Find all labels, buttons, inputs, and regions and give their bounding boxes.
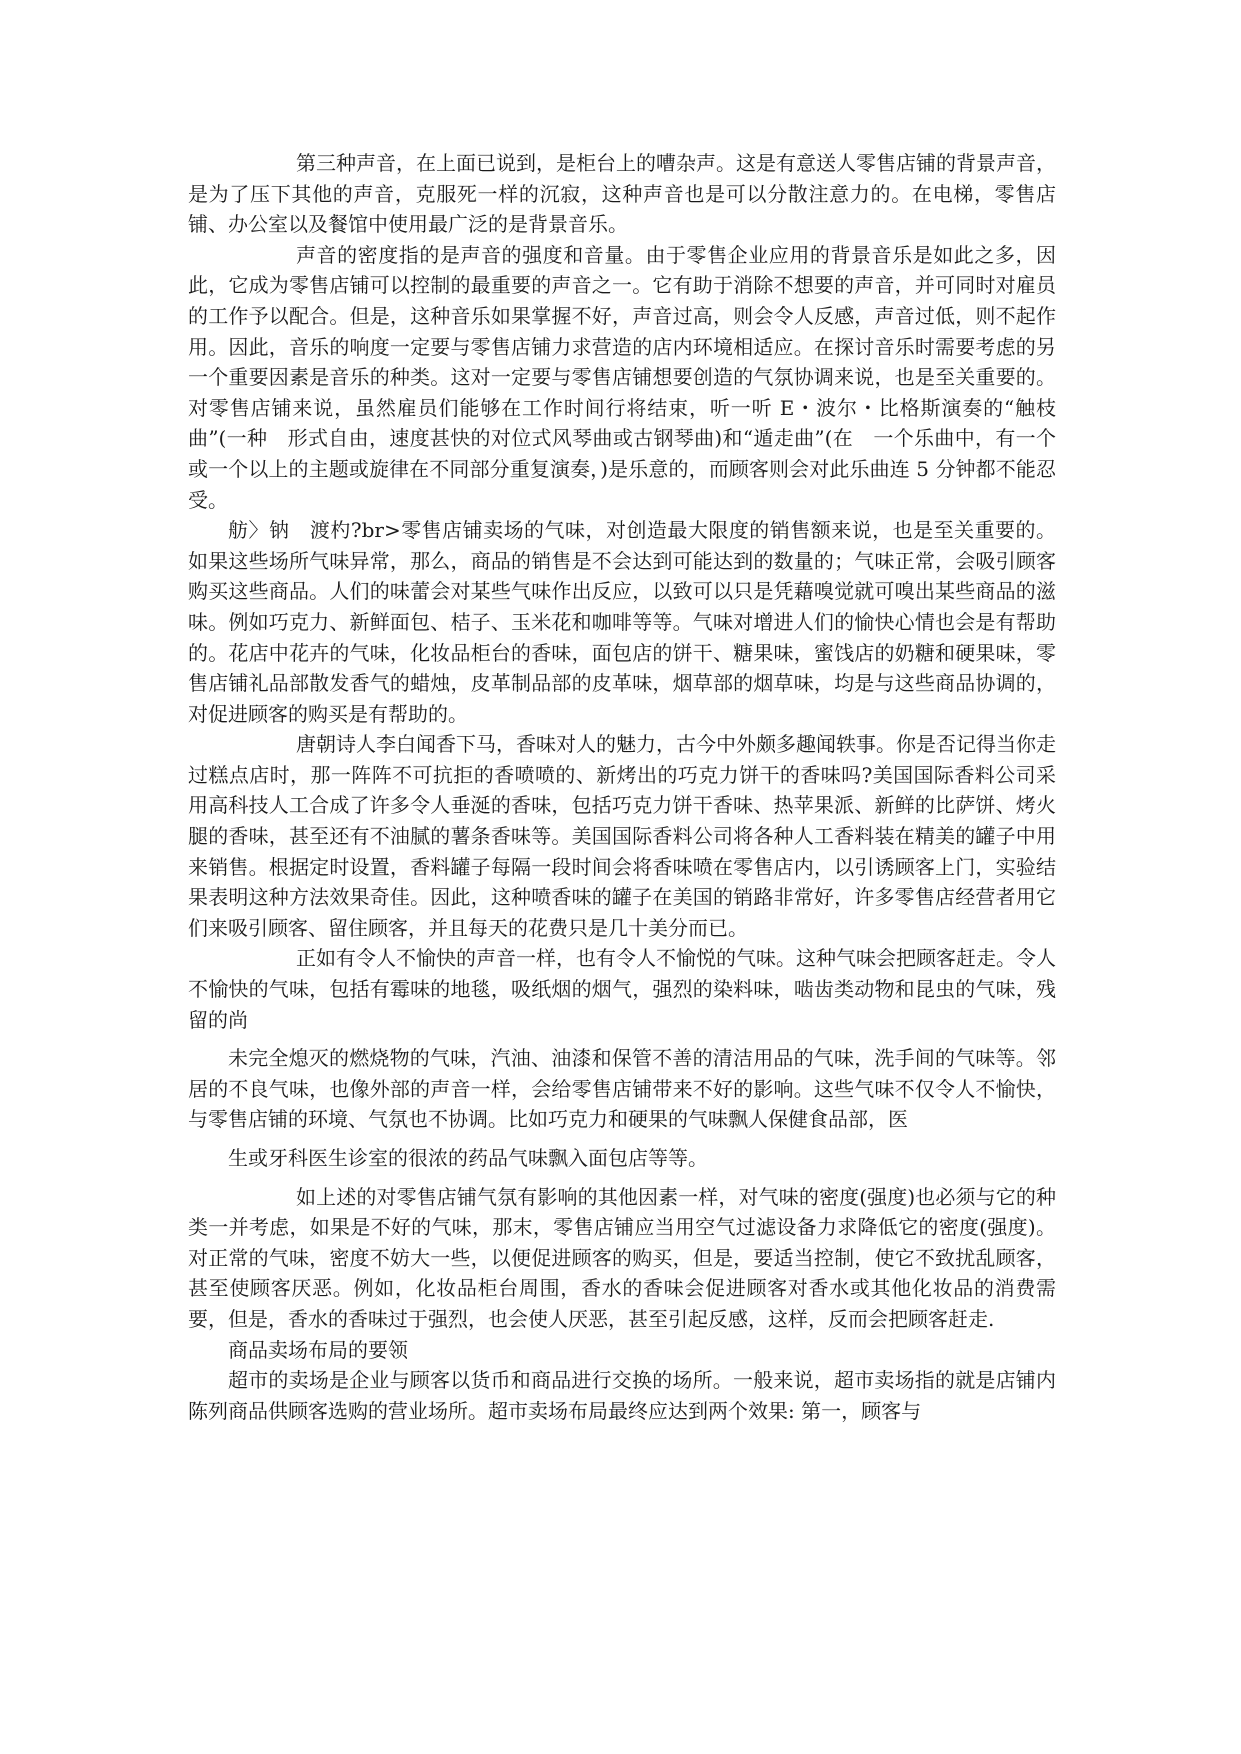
paragraph-unpleasant-smell-end: 生或牙科医生诊室的很浓的药品气味飘入面包店等等。 (228, 1146, 708, 1170)
paragraph-supermarket-floor: 超市的卖场是企业与顾客以货币和商品进行交换的场所。一般来说，超市卖场指的就是店铺内陈列商品供顾客选购的营业场所。超市卖场布局最终应达到两个效果: 第一，顾客与 (188, 1368, 1056, 1423)
paragraph-fragrance-appeal: 唐朝诗人李白闻香下马，香味对人的魅力，古今中外颇多趣闻轶事。你是否记得当你走过糕点店时，那一阵阵不可抗拒的香喷喷的、新烤出的巧克力饼干的香味吗?美国国际香料公司采用高科技人工合成了许多令人垂涎的香味，包括巧克力饼干香味、热苹果派、新鲜的比萨饼、烤火腿的香味，甚至还有不油腻的薯条香味等。美国国际香料公司将各种人工香料装在精美的罐子中用来销售。根据定时设置，香料罐子每隔一段时间会将香味喷在零售店内，以引诱顾客上门，实验结果表明这种方法效果奇佳。因此，这种喷香味的罐子在美国的销路非常好，许多零售店经营者用它们来吸引顾客、留住顾客，并且每天的花费只是几十美分而已。 (188, 732, 1056, 940)
paragraph-sound-density: 声音的密度指的是声音的强度和音量。由于零售企业应用的背景音乐是如此之多，因此，它成为零售店铺可以控制的最重要的声音之一。它有助于消除不想要的声音，并可同时对雇员的工作予以配合。但是，这种音乐如果掌握不好，声音过高，则会令人反感，声音过低，则不起作用。因此，音乐的响度一定要与零售店铺力求营造的店内环境相适应。在探讨音乐时需要考虑的另一个重要因素是音乐的种类。这对一定要与零售店铺想要创造的气氛协调来说，也是至关重要的。对零售店铺来说，虽然雇员们能够在工作时间行将结束，听一听 E・波尔・比格斯演奏的“触枝曲”(一种 形式自由，速度甚快的对位式风琴曲或古钢琴曲)和“遁走曲”(在 一个乐曲中，有一个或一个以上的主题或旋律在不同部分重复演奏，)是乐意的，而顾客则会对此乐曲连 5 分钟都不能忍受。 (188, 242, 1056, 512)
paragraph-background-sound: 第三种声音，在上面已说到，是柜台上的嘈杂声。这是有意送人零售店铺的背景声音，是为了压下其他的声音，克服死一样的沉寂，这种声音也是可以分散注意力的。在电梯，零售店铺、办公室以及餐馆中使用最广泛的是背景音乐。 (188, 151, 1056, 237)
paragraph-store-smell: 舫〉钠 渡杓?br>零售店铺卖场的气味，对创造最大限度的销售额来说，也是至关重要的。如果这些场所气味异常，那么，商品的销售是不会达到可能达到的数量的；气味正常，会吸引顾客购买这些商品。人们的味蕾会对某些气味作出反应，以致可以只是凭藉嗅觉就可嗅出某些商品的滋味。例如巧克力、新鲜面包、桔子、玉米花和咖啡等等。气味对增进人们的愉快心情也会是有帮助的。花店中花卉的气味，化妆品柜台的香味，面包店的饼干、糖果味，蜜饯店的奶糖和硬果味，零售店铺礼品部散发香气的蜡烛，皮革制品部的皮革味，烟草部的烟草味，均是与这些商品协调的，对促进顾客的购买是有帮助的。 (188, 518, 1056, 726)
section-heading-layout: 商品卖场布局的要领 (228, 1337, 408, 1362)
paragraph-unpleasant-smell-continued: 未完全熄灭的燃烧物的气味，汽油、油漆和保管不善的清洁用品的气味，洗手间的气味等。邻居的不良气味，也像外部的声音一样，会给零售店铺带来不好的影响。这些气味不仅令人不愉快，与零售店铺的环境、气氛也不协调。比如巧克力和硬果的气味飘人保健食品部，医 (188, 1046, 1056, 1132)
paragraph-smell-density: 如上述的对零售店铺气氛有影响的其他因素一样，对气味的密度(强度)也必须与它的种类一并考虑，如果是不好的气味，那末，零售店铺应当用空气过滤设备力求降低它的密度(强度)。对正常的气味，密度不妨大一些，以便促进顾客的购买，但是，要适当控制，使它不致扰乱顾客，甚至使顾客厌恶。例如，化妆品柜台周围，香水的香味会促进顾客对香水或其他化妆品的消费需要，但是，香水的香味过于强烈，也会使人厌恶，甚至引起反感，这样，反而会把顾客赶走. (188, 1184, 1056, 1331)
document-body (188, 148, 1056, 1426)
paragraph-unpleasant-smell: 正如有令人不愉快的声音一样，也有令人不愉悦的气味。这种气味会把顾客赶走。令人不愉快的气味，包括有霉味的地毯，吸纸烟的烟气，强烈的染料味，啮齿类动物和昆虫的气味，残留的尚 (188, 946, 1056, 1032)
